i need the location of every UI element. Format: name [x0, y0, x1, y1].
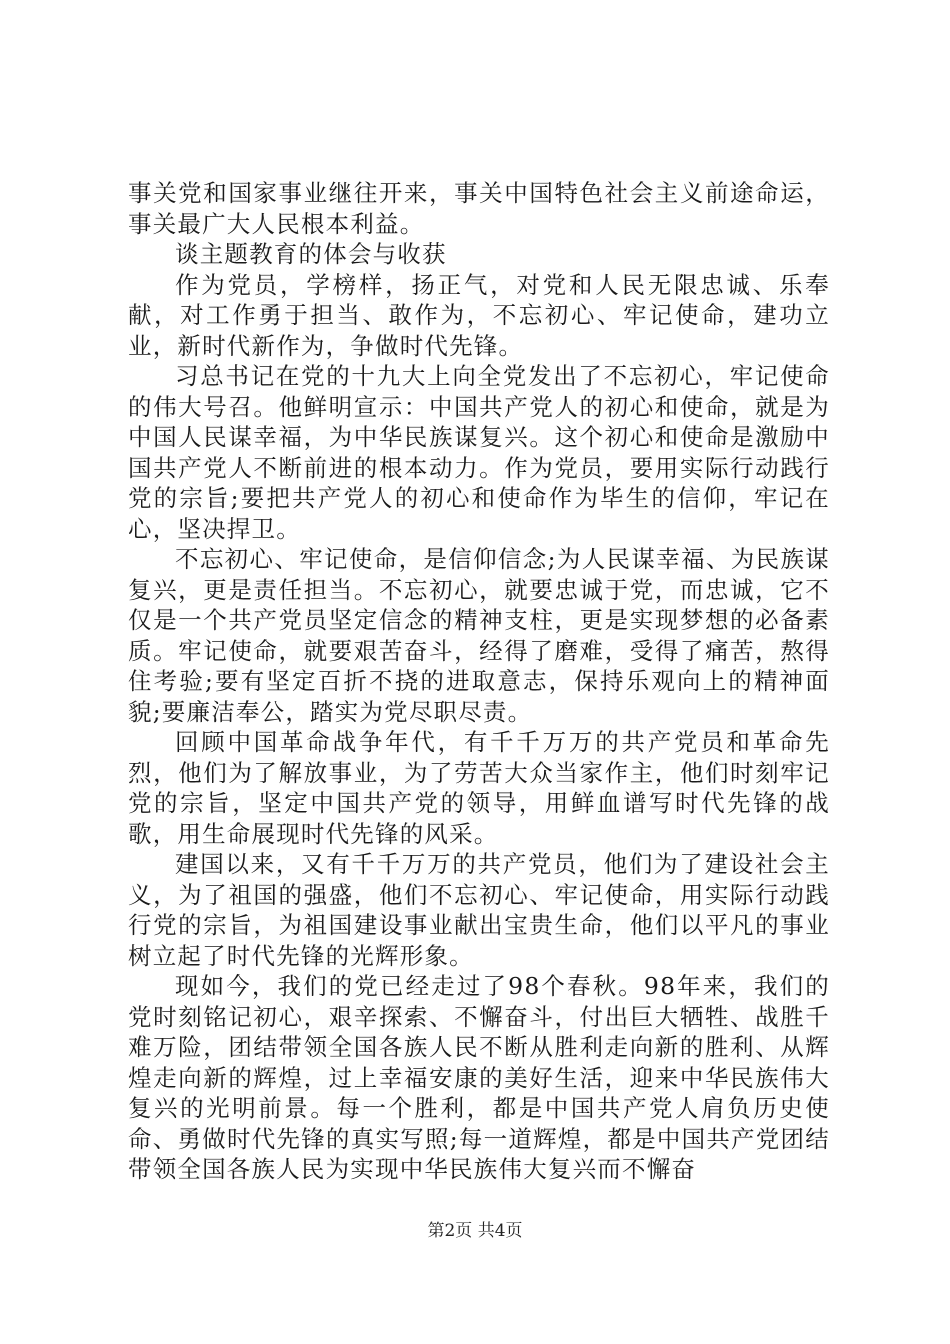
- paragraph: 建国以来，又有千千万万的共产党员，他们为了建设社会主义，为了祖国的强盛，他们不忘初心、牢记使命，用实际行动践行党的宗旨，为祖国建设事业献出宝贵生命，他们以平凡的事业树立起了时代先锋的光辉形象。: [128, 850, 830, 970]
- paragraph: 事关党和国家事业继往开来，事关中国特色社会主义前途命运，事关最广大人民根本利益。: [128, 179, 830, 238]
- paragraph: 作为党员，学榜样，扬正气，对党和人民无限忠诚、乐奉献，对工作勇于担当、敢作为，不忘初心、牢记使命，建功立业，新时代新作为，争做时代先锋。: [128, 270, 830, 360]
- paragraph: 回顾中国革命战争年代，有千千万万的共产党员和革命先烈，他们为了解放事业，为了劳苦大众当家作主，他们时刻牢记党的宗旨，坚定中国共产党的领导，用鲜血谱写时代先锋的战歌，用生命展现时代先锋的风采。: [128, 728, 830, 848]
- document-body: [128, 178, 830, 1185]
- paragraph: 现如今，我们的党已经走过了98个春秋。98年来，我们的党时刻铭记初心，艰辛探索、不懈奋斗，付出巨大牺牲、战胜千难万险，团结带领全国各族人民不断从胜利走向新的胜利、从辉煌走向新的辉煌，过上幸福安康的美好生活，迎来中华民族伟大复兴的光明前景。每一个胜利，都是中国共产党人肩负历史使命、勇做时代先锋的真实写照;每一道辉煌，都是中国共产党团结带领全国各族人民为实现中华民族伟大复兴而不懈奋: [128, 972, 830, 1183]
- section-heading: 谈主题教育的体会与收获: [175, 240, 447, 268]
- page-number-footer: 第2页 共4页: [427, 1221, 523, 1241]
- paragraph: 习总书记在党的十九大上向全党发出了不忘初心，牢记使命的伟大号召。他鲜明宣示：中国共产党人的初心和使命，就是为中国人民谋幸福，为中华民族谋复兴。这个初心和使命是激励中国共产党人不断前进的根本动力。作为党员，要用实际行动践行党的宗旨;要把共产党人的初心和使命作为毕生的信仰，牢记在心，坚决捍卫。: [128, 362, 830, 543]
- paragraph: 不忘初心、牢记使命，是信仰信念;为人民谋幸福、为民族谋复兴，更是责任担当。不忘初心，就要忠诚于党，而忠诚，它不仅是一个共产党员坚定信念的精神支柱，更是实现梦想的必备素质。牢记使命，就要艰苦奋斗，经得了磨难，受得了痛苦，熬得住考验;要有坚定百折不挠的进取意志，保持乐观向上的精神面貌;要廉洁奉公，踏实为党尽职尽责。: [128, 545, 830, 726]
